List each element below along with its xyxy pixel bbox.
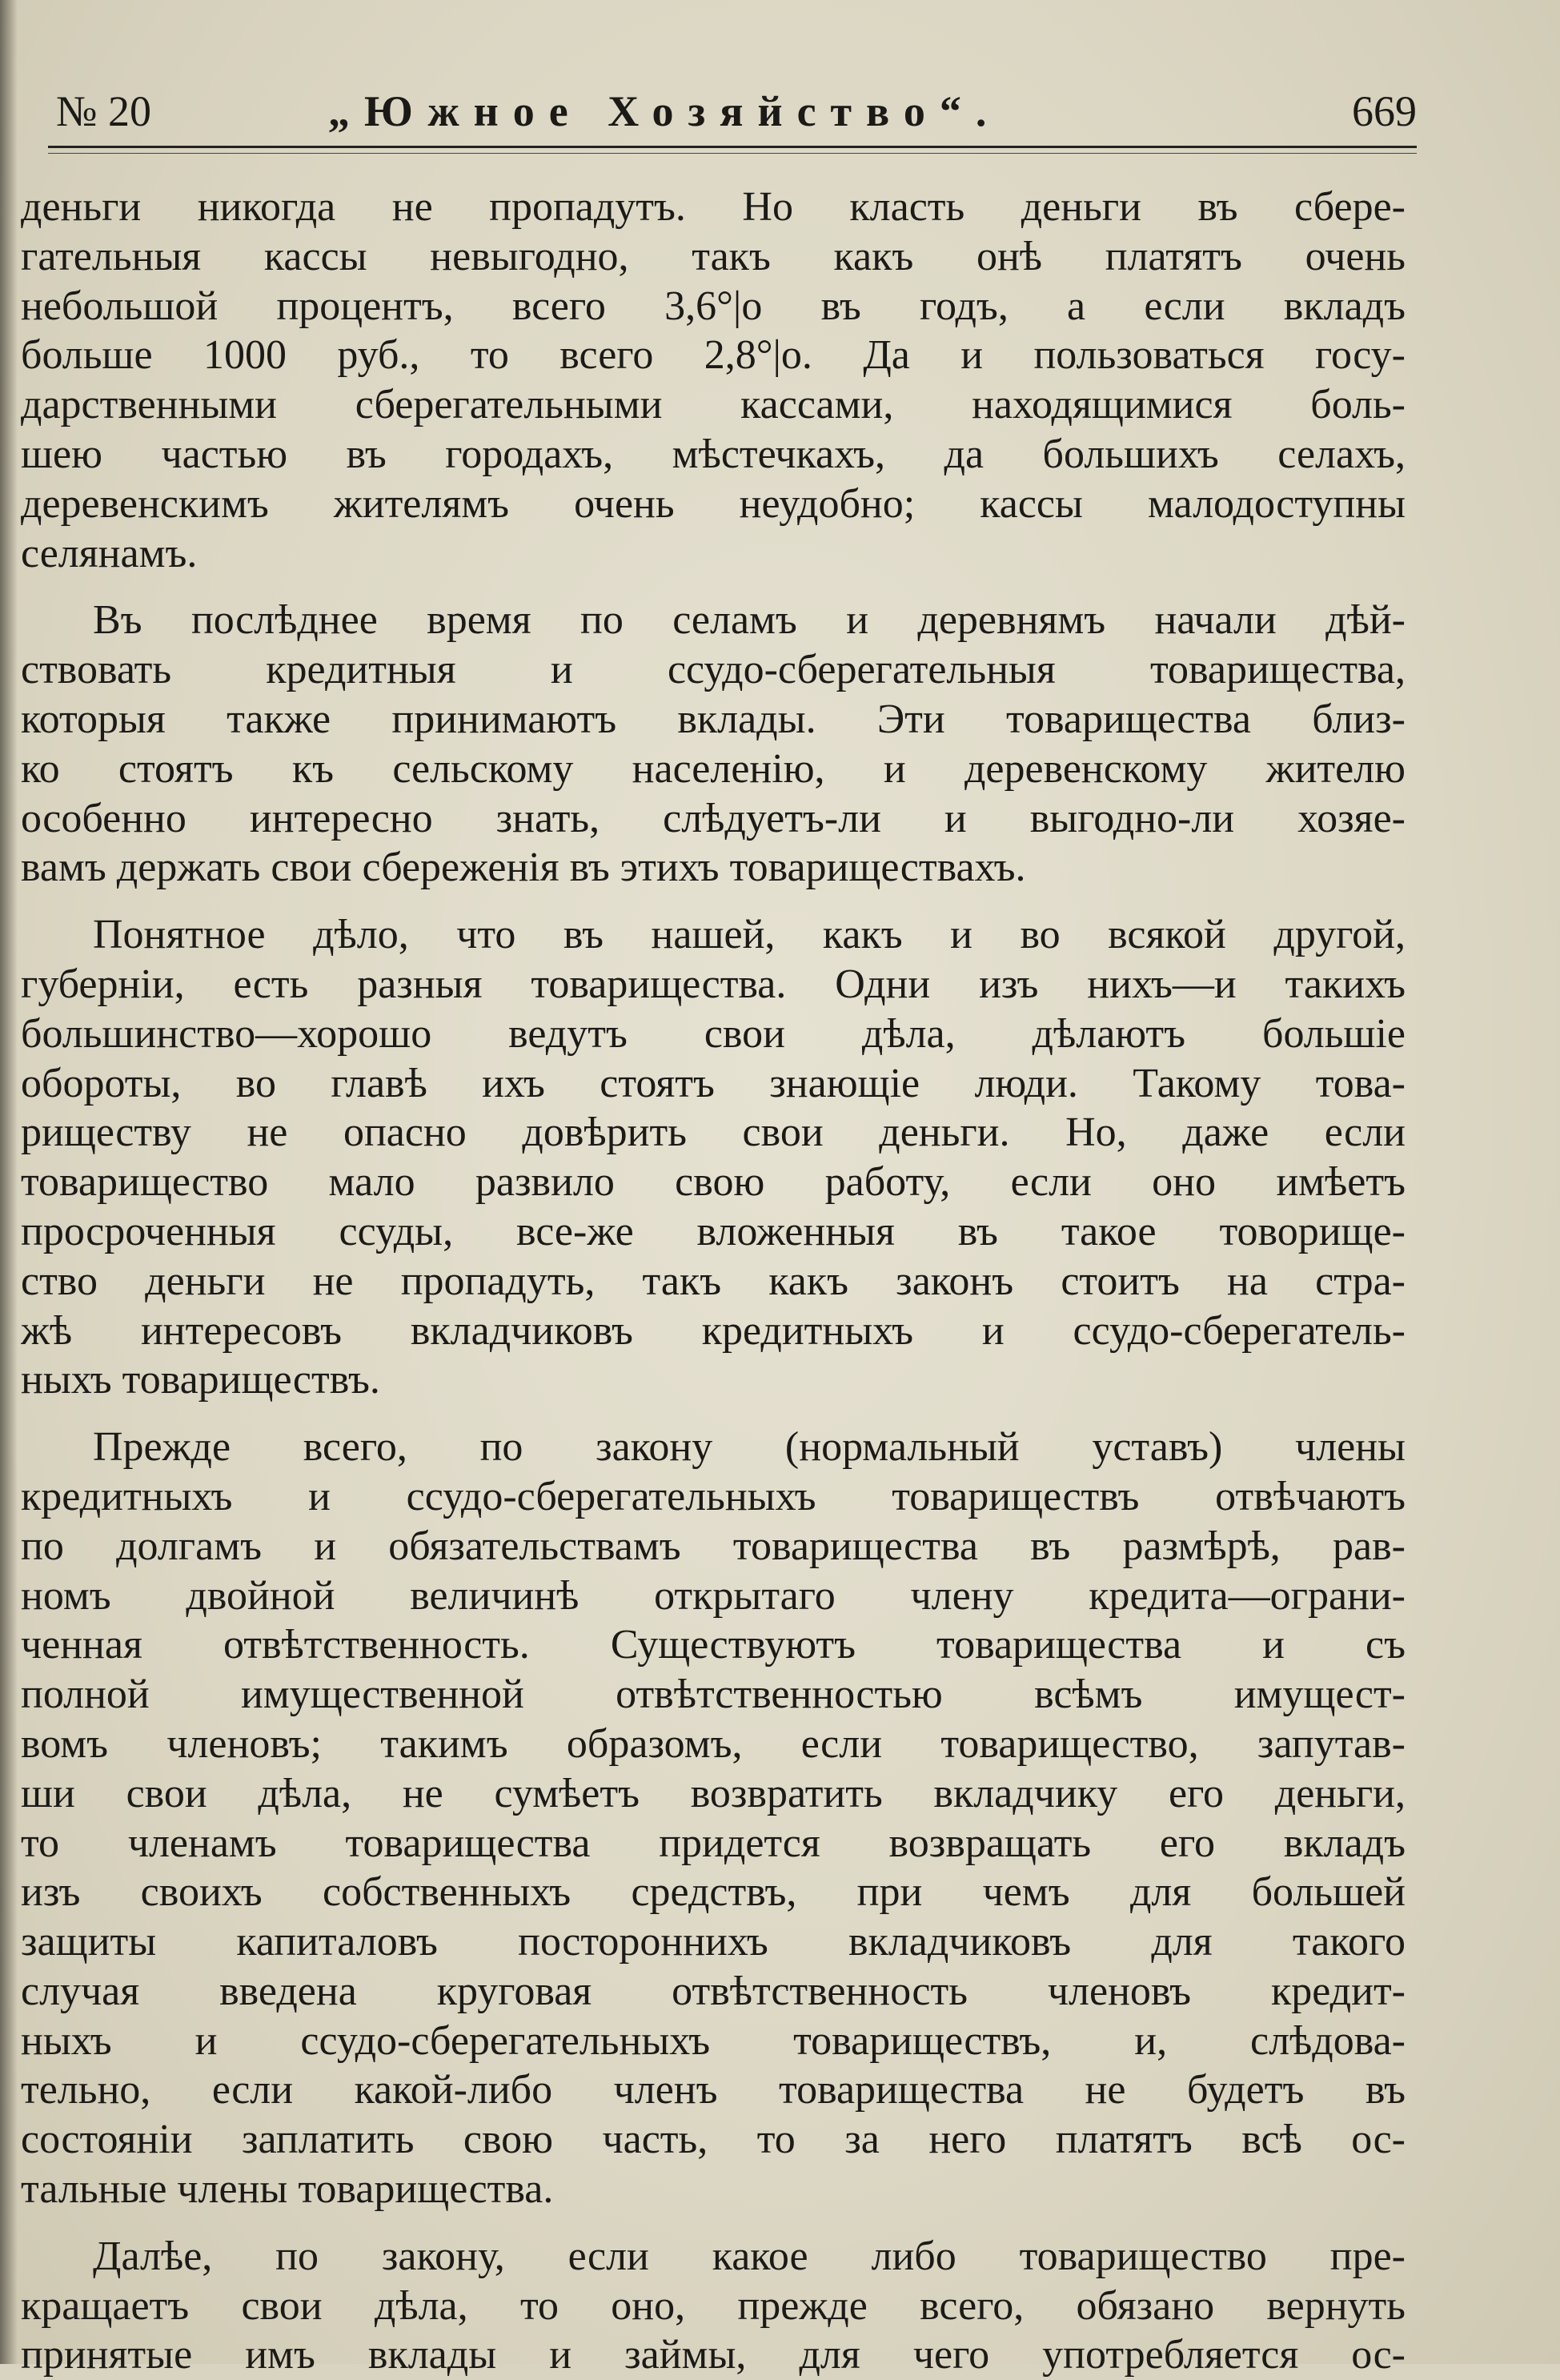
text-line: по долгамъ и обязательствамъ товарищества въ размѣрѣ, рав- xyxy=(21,1523,1406,1569)
paragraph-gap xyxy=(21,1405,1406,1423)
text-line: шею частью въ городахъ, мѣстечкахъ, да большихъ селахъ, xyxy=(21,431,1406,477)
text-line: случая введена круговая отвѣтственность членовъ кредит- xyxy=(21,1968,1406,2014)
text-line: ство деньги не пропадуть, такъ какъ законъ стоитъ на стра- xyxy=(21,1258,1406,1304)
text-line: больше 1000 руб., то всего 2,8°|o. Да и пользоваться госу- xyxy=(21,332,1406,379)
text-line: ченная отвѣтственность. Существуютъ товарищества и съ xyxy=(21,1622,1406,1668)
text-line: риществу не опасно довѣрить свои деньги. Но, даже если xyxy=(21,1110,1406,1156)
text-line: ныхъ и ссудо-сберегательныхъ товариществъ, и, слѣдова- xyxy=(21,2017,1406,2064)
paragraph-gap xyxy=(21,578,1406,596)
text-line: просроченныя ссуды, все-же вложенныя въ такое товорище- xyxy=(21,1208,1406,1254)
text-line: которыя также принимаютъ вклады. Эти товарищества близ- xyxy=(21,696,1406,742)
text-line: ствовать кредитныя и ссудо-сберегательныя товарищества, xyxy=(21,647,1406,693)
header-rule-thin xyxy=(48,153,1417,154)
page-number: 669 xyxy=(1352,87,1417,135)
text-line: состояніи заплатить свою часть, то за него платятъ всѣ ос- xyxy=(21,2117,1406,2163)
text-line: Въ послѣднее время по селамъ и деревнямъ начали дѣй- xyxy=(93,597,1406,644)
text-line: изъ своихъ собственныхъ средствъ, при чемъ для большей xyxy=(21,1869,1406,1916)
text-line: номъ двойной величинѣ открытаго члену кредита—ограни- xyxy=(21,1572,1406,1619)
article-body xyxy=(21,183,1406,2380)
text-line: кращаетъ свои дѣла, то оно, прежде всего, обязано вернуть xyxy=(21,2282,1406,2329)
text-line: вомъ членовъ; такимъ образомъ, если товарищество, запутав- xyxy=(21,1720,1406,1767)
text-line: ко стоятъ къ сельскому населенію, и деревенскому жителю xyxy=(21,745,1406,792)
text-line: дарственными сберегательными кассами, находящимися боль- xyxy=(21,382,1406,428)
text-line: деревенскимъ жителямъ очень неудобно; кассы малодоступны xyxy=(21,480,1406,527)
text-line: товарищество мало развило свою работу, если оно имѣетъ xyxy=(21,1159,1406,1206)
binding-shadow xyxy=(0,0,18,2364)
issue-number: № 20 xyxy=(56,87,152,135)
text-line: тельно, если какой-либо членъ товарищества не будетъ въ xyxy=(21,2067,1406,2113)
text-line: Прежде всего, по закону (нормальный уставъ) члены xyxy=(93,1424,1406,1471)
paragraph-gap xyxy=(21,893,1406,910)
text-line: жѣ интересовъ вкладчиковъ кредитныхъ и ссудо-сберегатель- xyxy=(21,1307,1406,1354)
text-line: вамъ держать свои сбереженія въ этихъ товариществахъ. xyxy=(21,845,1026,891)
paragraph-gap xyxy=(21,2214,1406,2232)
text-line: защиты капиталовъ постороннихъ вкладчиковъ для такого xyxy=(21,1919,1406,1965)
text-line: гательныя кассы невыгодно, такъ какъ онѣ платятъ очень xyxy=(21,233,1406,279)
page-header xyxy=(56,86,1417,142)
text-line: то членамъ товарищества придется возвращать его вкладъ xyxy=(21,1820,1406,1866)
text-line: ши свои дѣла, не сумѣетъ возвратить вкладчику его деньги, xyxy=(21,1770,1406,1816)
text-line: небольшой процентъ, всего 3,6°|o въ годъ, а если вкладъ xyxy=(21,283,1406,329)
text-line: Далѣе, по закону, если какое либо товарищество пре- xyxy=(93,2233,1406,2279)
journal-title: „Южное Хозяйство“. xyxy=(328,87,1001,135)
text-line: обороты, во главѣ ихъ стоятъ знающіе люди. Такому това- xyxy=(21,1060,1406,1106)
text-line: селянамъ. xyxy=(21,530,198,576)
text-line: принятые имъ вклады и займы, для чего употребляется ос- xyxy=(21,2332,1406,2378)
text-line: кредитныхъ и ссудо-сберегательныхъ товариществъ отвѣчаютъ xyxy=(21,1473,1406,1519)
text-line: большинство—хорошо ведутъ свои дѣла, дѣлаютъ большіе xyxy=(21,1010,1406,1057)
header-rule xyxy=(48,146,1417,148)
text-line: ныхъ товариществъ. xyxy=(21,1357,380,1403)
text-line: Понятное дѣло, что въ нашей, какъ и во всякой другой, xyxy=(93,912,1406,958)
text-line: полной имущественной отвѣтственностью всѣмъ имущест- xyxy=(21,1672,1406,1718)
text-line: особенно интересно знать, слѣдуетъ-ли и выгодно-ли хозяе- xyxy=(21,795,1406,841)
text-line: деньги никогда не пропадутъ. Но класть деньги въ сбере- xyxy=(21,184,1406,230)
text-line: тальные члены товарищества. xyxy=(21,2166,554,2213)
text-line: губерніи, есть разныя товарищества. Одни изъ нихъ—и такихъ xyxy=(21,961,1406,1007)
